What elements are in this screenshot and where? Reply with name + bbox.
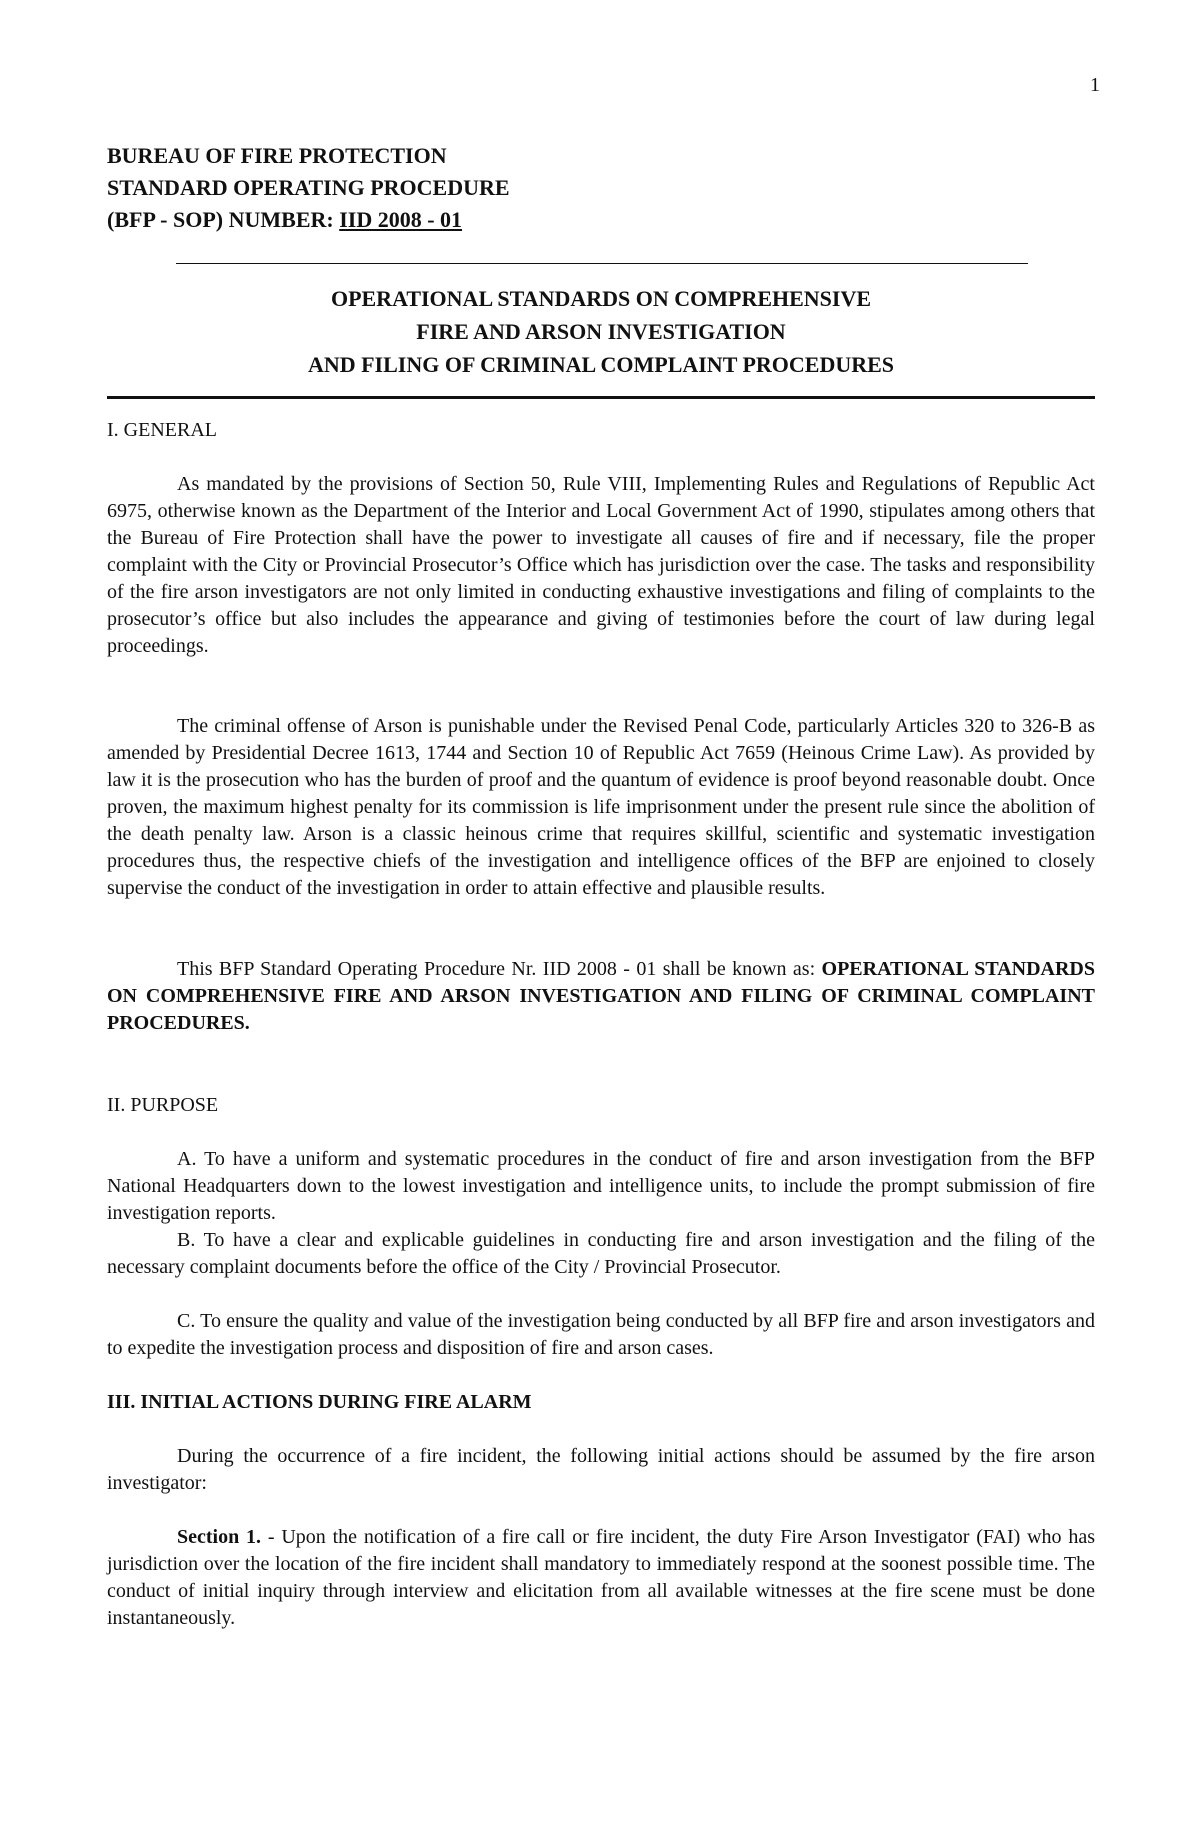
general-paragraph-3-sop-title: OPERATIONAL STANDARDS ON COMPREHENSIVE FIRE AND ARSON INVESTIGATION AND FILING OF CRIMINAL COMPLAINT PROCEDURES. [107,958,1095,1034]
general-paragraph-2: The criminal offense of Arson is punishable under the Revised Penal Code, particularly Articles 320 to 326-B as amended by Presidential Decree 1613, 1744 and Section 10 of Republic Act 7659 (Heinous Crime Law). As provided by law it is the prosecution who has the burden of proof and the quantum of evidence is proof beyond reasonable doubt. Once proven, the maximum highest penalty for its commission is life imprisonment under the present rule since the abolition of the death penalty law. Arson is a classic heinous crime that requires skillful, scientific and systematic investigation procedures thus, the respective chiefs of the investigation and intelligence offices of the BFP are enjoined to closely supervise the conduct of the investigation in order to attain effective and plausible results. [107,715,1095,899]
purpose-item-c: C. To ensure the quality and value of the investigation being conducted by all BFP fire and arson investigators and to expedite the investigation process and disposition of fire and arson cases. [107,1310,1095,1359]
general-paragraph-1: As mandated by the provisions of Section 50, Rule VIII, Implementing Rules and Regulations of Republic Act 6975, otherwise known as the Department of the Interior and Local Government Act of 1990, stipulates among others that the Bureau of Fire Protection shall have the power to investigate all causes of fire and if necessary, file the proper complaint with the City or Provincial Prosecutor’s Office which has jurisdiction over the case. The tasks and responsibility of the fire arson investigators are not only limited in conducting exhaustive investigations and filing of complaints to the prosecutor’s office but also includes the appearance and giving of testimonies before the court of law during legal proceedings. [107,473,1095,657]
general-paragraph-3-text: This BFP Standard Operating Procedure Nr. IID 2008 - 01 shall be known as: [177,958,822,980]
header-agency: BUREAU OF FIRE PROTECTION [107,143,447,168]
general-paragraph-3 [107,956,1095,1037]
purpose-item-a: A. To have a uniform and systematic procedures in the conduct of fire and arson investigation from the BFP National Headquarters down to the lowest investigation and intelligence units, to include the prompt submission of fire investigation reports. [107,1148,1095,1224]
initial-actions-section-1 [107,1524,1095,1632]
divider-long [107,396,1095,399]
divider-short [176,263,1028,264]
title-line-2: FIRE AND ARSON INVESTIGATION [416,319,786,344]
header-sop-code: IID 2008 - 01 [339,207,463,232]
title-line-3: AND FILING OF CRIMINAL COMPLAINT PROCEDURES [307,352,895,377]
initial-actions-intro: During the occurrence of a fire incident, the following initial actions should be assumed by the fire arson investigator: [107,1445,1095,1494]
document-header [107,140,510,236]
section-heading-initial-actions: III. INITIAL ACTIONS DURING FIRE ALARM [107,1391,532,1413]
header-sop-number [107,204,510,236]
document-title [107,282,1095,381]
section-heading-general: I. GENERAL [107,419,217,441]
section-heading-purpose: II. PURPOSE [107,1094,219,1116]
header-doc-type: STANDARD OPERATING PROCEDURE [107,175,510,200]
section-1-label: Section 1. [177,1526,262,1548]
header-sop-prefix: (BFP - SOP) NUMBER: [107,207,340,232]
purpose-item-b: B. To have a clear and explicable guidelines in conducting fire and arson investigation and the filing of the necessary complaint documents before the office of the City / Provincial Prosecutor. [107,1229,1095,1278]
title-line-1: OPERATIONAL STANDARDS ON COMPREHENSIVE [330,286,872,311]
section-1-text: - Upon the notification of a fire call or fire incident, the duty Fire Arson Investigator (FAI) who has jurisdiction over the location of the fire incident shall mandatory to immediately respond at the soonest possible time. The conduct of initial inquiry through interview and elicitation from all available witnesses at the fire scene must be done instantaneously. [107,1526,1096,1629]
page-number: 1 [1090,74,1100,96]
